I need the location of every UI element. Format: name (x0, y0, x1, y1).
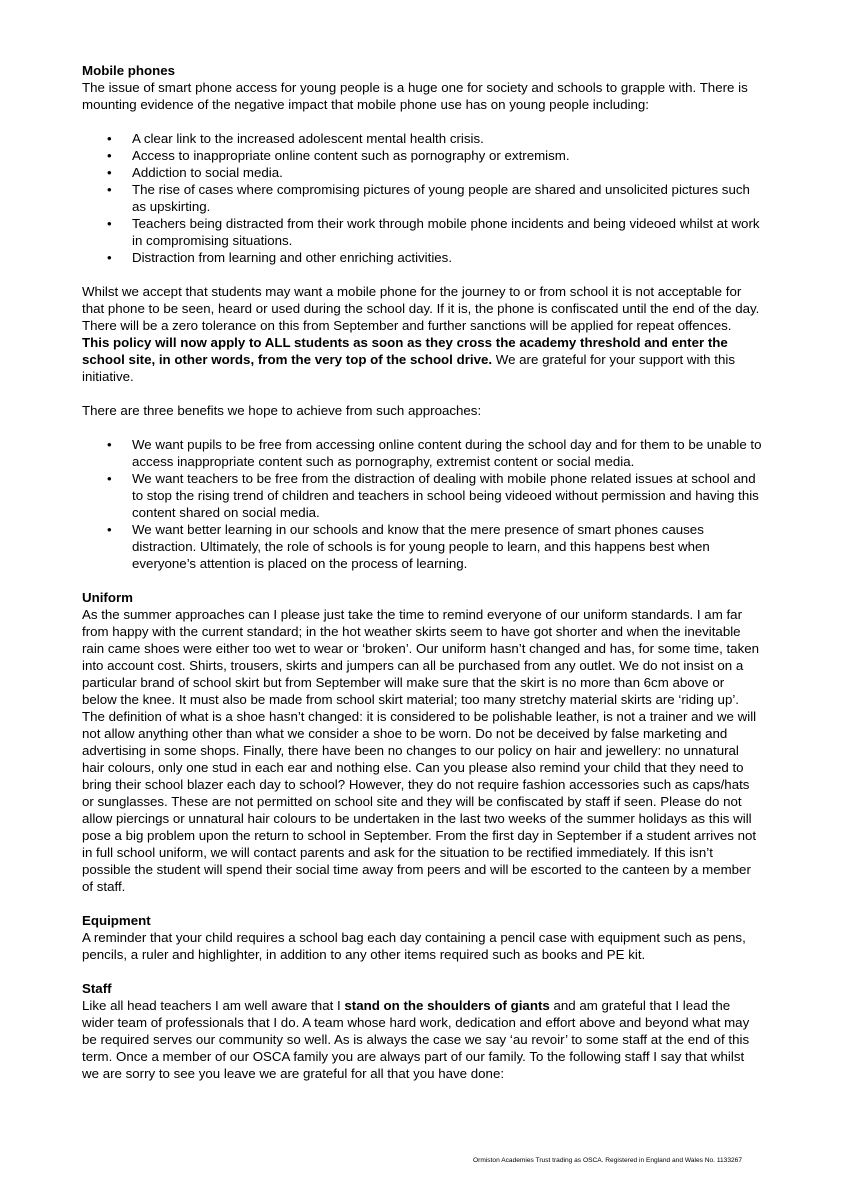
staff-section (82, 980, 762, 1082)
list-item: • We want teachers to be free from the distraction of dealing with mobile phone related issues at school and to stop the rising trend of children and teachers in school being videoed without permission and having this content shared on social media. (107, 471, 759, 520)
bullet-icon: • (107, 165, 112, 180)
mobile-phones-impact-list (82, 130, 762, 266)
equipment-heading: Equipment (82, 913, 151, 928)
uniform-heading: Uniform (82, 590, 133, 605)
staff-emphasis: stand on the shoulders of giants (344, 998, 550, 1013)
list-item: • A clear link to the increased adolescent mental health crisis. (107, 131, 484, 146)
bullet-icon: • (107, 250, 112, 265)
equipment-section (82, 912, 762, 963)
bullet-icon: • (107, 131, 112, 146)
list-item: • The rise of cases where compromising pictures of young people are shared and unsolicited pictures such as upskirting. (107, 182, 750, 214)
benefits-intro: There are three benefits we hope to achieve from such approaches: (82, 403, 482, 418)
benefits-list (82, 436, 762, 572)
footer-registration: Ormiston Academies Trust trading as OSCA. Registered in England and Wales No. 1133267 (473, 1157, 743, 1164)
equipment-text: A reminder that your child requires a school bag each day containing a pencil case with equipment such as pens, pencils, a ruler and highlighter, in addition to any other items required such as books and PE kit. (82, 930, 746, 962)
bullet-icon: • (107, 216, 112, 231)
mobile-phones-section (82, 62, 762, 572)
document-page (82, 62, 762, 1082)
uniform-text: As the summer approaches can I please just take the time to remind everyone of our uniform standards. I am far from happy with the current standard; in the hot weather skirts seem to have got shorter and when the inevitable rain came shoes were either too wet to wear or ‘broken’. Our uniform hasn’t changed and has, for some time, taken into account cost. Shirts, trousers, skirts and jumpers can all be purchased from any outlet. We do not insist on a particular brand of school skirt but from September will make sure that the skirt is no more than 6cm above or below the knee. It must also be made from school skirt material; too many stretchy material skirts are ‘riding up’. The definition of what is a shoe hasn’t changed: it is considered to be polishable leather, is not a trainer and we will not allow anything other than what we consider a shoe to be worn. Do not be deceived by false marketing and advertising in some shops. Finally, there have been no changes to our policy on hair and jewellery: no unnatural hair colours, only one stud in each ear and nothing else. Can you please also remind your child that they need to bring their school blazer each day to school? However, they do not require fashion accessories such as caps/hats or sunglasses. These are not permitted on school site and they will be confiscated by staff if seen. Please do not allow piercings or unnatural hair colours to be undertaken in the last two weeks of the summer holidays as this will pose a big problem upon the return to school in September. From the first day in September if a student arrives not in full school uniform, we will contact parents and ask for the situation to be rectified immediately. If this isn’t possible the student will spend their social time away from peers and will be escorted to the canteen by a member of staff. (82, 607, 760, 894)
bullet-icon: • (107, 182, 112, 197)
policy-emphasis: This policy will now apply to ALL students as soon as they cross the academy threshold and enter the school site, in other words, from the very top of the school drive. (82, 335, 728, 367)
bullet-icon: • (107, 471, 112, 486)
mobile-phones-heading: Mobile phones (82, 63, 176, 78)
bullet-icon: • (107, 437, 112, 452)
staff-text: Like all head teachers I am well aware that I stand on the shoulders of giants and am grateful that I lead the wider team of professionals that I do. A team whose hard work, dedication and effort above and beyond what may be required serves our community so well. As is always the case we say ‘au revoir’ to some staff at the end of this term. Once a member of our OSCA family you are always part of our family. To the following staff I say that whilst we are sorry to see you leave we are grateful for all that you have done: (82, 998, 750, 1081)
list-item: • Addiction to social media. (107, 165, 283, 180)
list-item: • Teachers being distracted from their work through mobile phone incidents and being videoed whilst at work in compromising situations. (107, 216, 760, 248)
list-item: • Distraction from learning and other enriching activities. (107, 250, 453, 265)
bullet-icon: • (107, 522, 112, 537)
list-item: • Access to inappropriate online content such as pornography or extremism. (107, 148, 570, 163)
list-item: • We want pupils to be free from accessing online content during the school day and for them to be unable to access inappropriate content such as pornography, extremist content or social media. (107, 437, 762, 469)
mobile-phones-intro: The issue of smart phone access for young people is a huge one for society and schools to grapple with. There is mounting evidence of the negative impact that mobile phone use has on young people including: (82, 80, 748, 112)
bullet-icon: • (107, 148, 112, 163)
mobile-phones-policy: Whilst we accept that students may want a mobile phone for the journey to or from school it is not acceptable for that phone to be seen, heard or used during the school day. If it is, the phone is confiscated until the end of the day. There will be a zero tolerance on this from September and further sanctions will be applied for repeat offences. This policy will now apply to ALL students as soon as they cross the academy threshold and enter the school site, in other words, from the very top of the school drive. We are grateful for your support with this initiative. (82, 284, 760, 384)
uniform-section (82, 589, 762, 895)
staff-heading: Staff (82, 981, 112, 996)
list-item: • We want better learning in our schools and know that the mere presence of smart phones causes distraction. Ultimately, the role of schools is for young people to learn, and this happens best when everyone’s attention is placed on the process of learning. (107, 522, 710, 571)
